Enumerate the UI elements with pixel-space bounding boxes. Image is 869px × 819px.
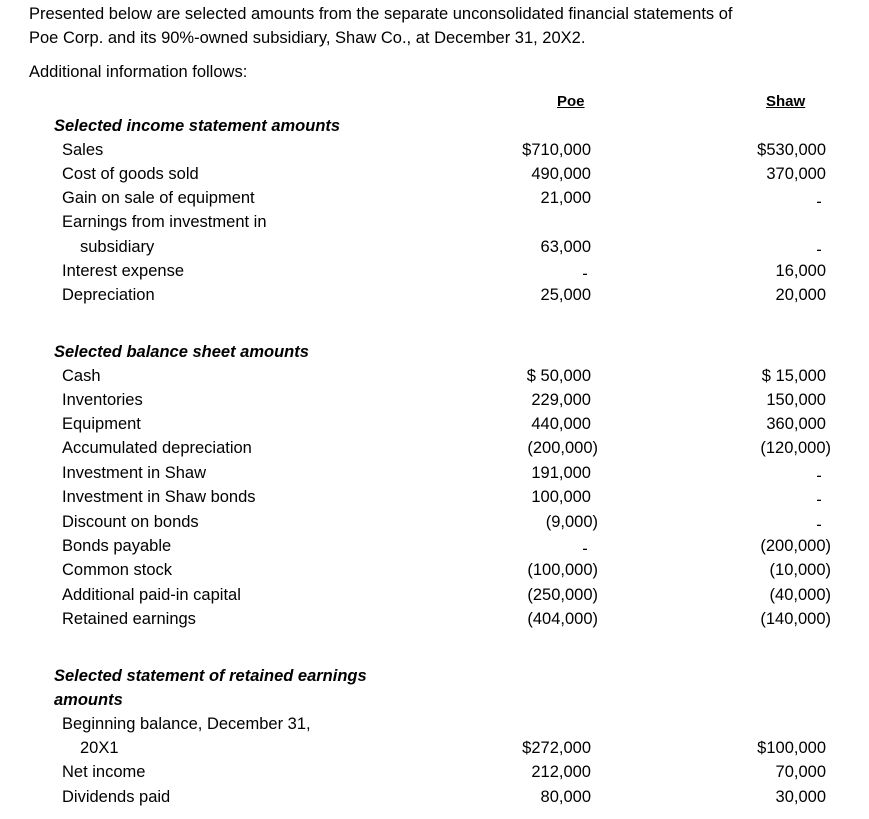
sales-poe-value: $710,000 [522,141,591,159]
cash-poe-value: $ 50,000 [526,367,591,385]
row-label-depreciation: Depreciation [62,286,155,304]
column-header-shaw: Shaw [766,93,806,110]
sales-shaw-value: $530,000 [757,141,826,159]
gain-shaw-value: - [816,193,822,211]
column-header-poe: Poe [557,93,585,110]
row-label-inventories: Inventories [62,391,143,409]
income-section-title: Selected income statement amounts [54,117,341,135]
row-label-invshaw: Investment in Shaw [62,464,206,482]
row-label-gain: Gain on sale of equipment [62,189,255,207]
common-shaw-value: (10,000) [769,561,831,579]
invbonds-shaw-value: - [816,491,822,509]
equipment-poe-value: 440,000 [531,415,591,433]
row-label-invbonds: Investment in Shaw bonds [62,488,256,506]
cash-shaw-value: $ 15,000 [761,367,826,385]
row-label-discount: Discount on bonds [62,513,199,531]
invbonds-poe-value: 100,000 [531,488,591,506]
beginning-poe-value: $272,000 [522,739,591,757]
discount-poe-value: (9,000) [545,513,598,531]
row-label-cogs: Cost of goods sold [62,165,199,183]
balance-section-title: Selected balance sheet amounts [54,343,309,361]
row-label-common: Common stock [62,561,173,579]
row-label-apic: Additional paid-in capital [62,586,241,604]
dividends-poe-value: 80,000 [540,788,591,806]
cogs-shaw-value: 370,000 [766,165,826,183]
invshaw-shaw-value: - [816,467,822,485]
row-label-interest: Interest expense [62,262,184,280]
row-label-earnings-1: Earnings from investment in [62,213,267,231]
accumdep-poe-value: (200,000) [527,439,598,457]
inventories-poe-value: 229,000 [531,391,591,409]
re-section-title-2: amounts [54,691,123,709]
apic-shaw-value: (40,000) [769,586,831,604]
equipment-shaw-value: 360,000 [766,415,826,433]
depreciation-shaw-value: 20,000 [775,286,826,304]
discount-shaw-value: - [816,516,822,534]
depreciation-poe-value: 25,000 [540,286,591,304]
netincome-shaw-value: 70,000 [775,763,826,781]
bonds-poe-value: - [582,540,588,558]
row-label-netincome: Net income [62,763,146,781]
row-label-equipment: Equipment [62,415,141,433]
inventories-shaw-value: 150,000 [766,391,826,409]
row-label-beginning-1: Beginning balance, December 31, [62,715,311,733]
row-label-dividends: Dividends paid [62,788,171,806]
retained-shaw-value: (140,000) [760,610,831,628]
dividends-shaw-value: 30,000 [775,788,826,806]
row-label-earnings-2: subsidiary [80,238,155,256]
retained-poe-value: (404,000) [527,610,598,628]
row-label-bonds: Bonds payable [62,537,172,555]
earnings-poe-value: 63,000 [540,238,591,256]
apic-poe-value: (250,000) [527,586,598,604]
common-poe-value: (100,000) [527,561,598,579]
intro-line-1: Presented below are selected amounts from the separate unconsolidated financial statements of [29,5,733,23]
invshaw-poe-value: 191,000 [531,464,591,482]
intro-line-3: Additional information follows: [29,63,248,81]
earnings-shaw-value: - [816,241,822,259]
intro-line-2: Poe Corp. and its 90%-owned subsidiary, Shaw Co., at December 31, 20X2. [29,29,586,47]
netincome-poe-value: 212,000 [531,763,591,781]
row-label-beginning-2: 20X1 [80,739,119,757]
bonds-shaw-value: (200,000) [760,537,831,555]
re-section-title-1: Selected statement of retained earnings [54,667,367,685]
row-label-cash: Cash [62,367,101,385]
accumdep-shaw-value: (120,000) [760,439,831,457]
row-label-sales: Sales [62,141,104,159]
gain-poe-value: 21,000 [540,189,591,207]
interest-poe-value: - [582,265,588,283]
interest-shaw-value: 16,000 [775,262,826,280]
row-label-accumdep: Accumulated depreciation [62,439,252,457]
beginning-shaw-value: $100,000 [757,739,826,757]
row-label-retained: Retained earnings [62,610,196,628]
cogs-poe-value: 490,000 [531,165,591,183]
